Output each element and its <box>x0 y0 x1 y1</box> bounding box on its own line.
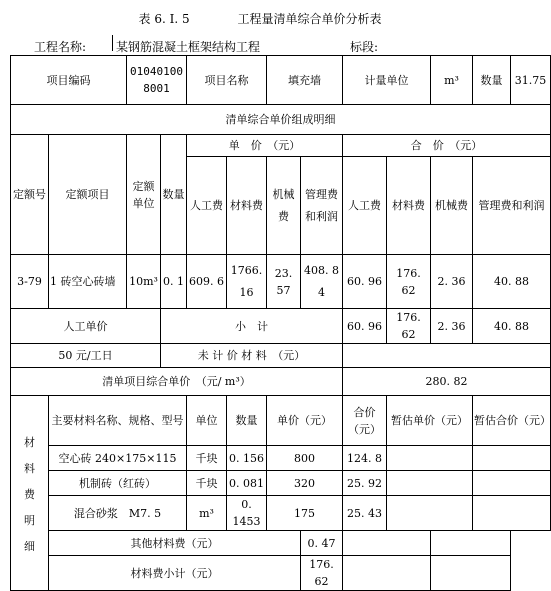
cursor-line <box>112 35 113 51</box>
col-quota-item: 定额项目 <box>49 135 127 255</box>
item-name-value: 填充墙 <box>267 56 343 105</box>
labor-rate-row <box>11 344 551 368</box>
other-est-total <box>431 531 511 556</box>
item-unit-value: m³ <box>431 56 473 105</box>
quota-unit: 10m³ <box>127 255 161 309</box>
u-mgmt: 408. 84 <box>301 255 343 309</box>
mat-name: 机制砖（红砖） <box>49 471 187 496</box>
subtotal-labor: 60. 96 <box>343 309 387 344</box>
quota-qty: 0. 1 <box>161 255 187 309</box>
section-label: 标段: <box>350 40 379 54</box>
item-unit-label: 计量单位 <box>343 56 431 105</box>
mat-price: 800 <box>267 446 343 471</box>
unit-price-value: 280. 82 <box>343 368 551 396</box>
mat-price: 320 <box>267 471 343 496</box>
quota-no: 3-79 <box>11 255 49 309</box>
u-material: 1766. 16 <box>227 255 267 309</box>
mat-name: 混合砂浆 M7. 5 <box>49 496 187 531</box>
mat-est-total <box>473 471 551 496</box>
composition-title: 清单综合单价组成明细 <box>11 105 551 135</box>
mat-unit: 千块 <box>187 471 227 496</box>
item-qty-value: 31.75 <box>511 56 551 105</box>
col-qty: 数量 <box>161 135 187 255</box>
materials-header-row <box>11 396 551 446</box>
composition-title-row <box>11 105 551 135</box>
other-material-row <box>11 531 551 556</box>
mat-est-price <box>387 496 473 531</box>
t-mgmt: 40. 88 <box>473 255 551 309</box>
mat-total: 25. 92 <box>343 471 387 496</box>
quota-item: 1 砖空心砖墙 <box>49 255 127 309</box>
item-qty-label: 数量 <box>473 56 511 105</box>
subtotal-machine: 2. 36 <box>431 309 473 344</box>
material-row <box>11 471 551 496</box>
col-mat-qty: 数量 <box>227 396 267 446</box>
total-price-group: 合 价 （元） <box>343 135 551 157</box>
mat-est-price <box>387 471 473 496</box>
subtotal-material: 176. 62 <box>387 309 431 344</box>
t-material: 176. 62 <box>387 255 431 309</box>
subtotal-est-total <box>431 556 511 591</box>
col-quota-unit: 定额单位 <box>127 135 161 255</box>
material-row <box>11 496 551 531</box>
composition-data-row <box>11 255 551 309</box>
mat-total: 25. 43 <box>343 496 387 531</box>
table-number: 表 6. Ⅰ. 5 <box>138 12 190 26</box>
mat-price: 175 <box>267 496 343 531</box>
table-title: 工程量清单综合单价分析表 <box>237 12 382 26</box>
other-material-value: 0. 47 <box>301 531 343 556</box>
material-subtotal-label: 材料费小计（元） <box>49 556 301 591</box>
unit-price-label: 清单项目综合单价 （元/ m³） <box>11 368 343 396</box>
labor-rate: 50 元/工日 <box>11 344 161 368</box>
u-machine: 23. 57 <box>267 255 301 309</box>
col-mat-unit: 单位 <box>187 396 227 446</box>
col-u-labor: 人工费 <box>187 157 227 255</box>
col-mat-total: 合价（元） <box>343 396 387 446</box>
subtotal-row <box>11 309 551 344</box>
mat-est-total <box>473 496 551 531</box>
col-u-mgmt: 管理费和利润 <box>301 157 343 255</box>
mat-est-total <box>473 446 551 471</box>
mat-name: 空心砖 240×175×115 <box>49 446 187 471</box>
labor-unit-price-label: 人工单价 <box>11 309 161 344</box>
col-t-mgmt: 管理费和利润 <box>473 157 551 255</box>
mat-est-price <box>387 446 473 471</box>
material-subtotal-value: 176. 62 <box>301 556 343 591</box>
t-labor: 60. 96 <box>343 255 387 309</box>
col-t-labor: 人工费 <box>343 157 387 255</box>
materials-side-label <box>11 396 49 591</box>
item-info-row <box>11 56 551 105</box>
project-name-label: 工程名称: <box>34 40 87 54</box>
other-est-price <box>343 531 431 556</box>
col-u-machine: 机械费 <box>267 157 301 255</box>
col-mat-name: 主要材料名称、规格、型号 <box>49 396 187 446</box>
col-quota-no: 定额号 <box>11 135 49 255</box>
col-mat-est-total: 暂估合价（元） <box>473 396 551 446</box>
unit-price-row <box>11 368 551 396</box>
unpriced-material-value <box>343 344 551 368</box>
col-t-machine: 机械费 <box>431 157 473 255</box>
mat-qty: 0. 1453 <box>227 496 267 531</box>
subtotal-label: 小 计 <box>161 309 343 344</box>
material-row <box>11 446 551 471</box>
u-labor: 609. 6 <box>187 255 227 309</box>
other-material-label: 其他材料费（元） <box>49 531 301 556</box>
mat-total: 124. 8 <box>343 446 387 471</box>
item-code-value: 010401008001 <box>127 56 187 105</box>
mat-unit: m³ <box>187 496 227 531</box>
unit-price-analysis-table <box>10 55 551 591</box>
project-name-value: 某钢筋混凝土框架结构工程 <box>116 40 261 54</box>
col-t-material: 材料费 <box>387 157 431 255</box>
item-code-label: 项目编码 <box>11 56 127 105</box>
unit-price-group: 单 价 （元） <box>187 135 343 157</box>
mat-unit: 千块 <box>187 446 227 471</box>
mat-qty: 0. 156 <box>227 446 267 471</box>
col-mat-price: 单价（元） <box>267 396 343 446</box>
col-u-material: 材料费 <box>227 157 267 255</box>
subtotal-est-price <box>343 556 431 591</box>
subtotal-mgmt: 40. 88 <box>473 309 551 344</box>
item-name-label: 项目名称 <box>187 56 267 105</box>
col-mat-est-price: 暂估单价（元） <box>387 396 473 446</box>
unpriced-material-label: 未 计 价 材 料 （元） <box>161 344 343 368</box>
mat-qty: 0. 081 <box>227 471 267 496</box>
composition-header-row <box>11 135 551 157</box>
materials-side-text: 材料费明细 <box>24 436 35 553</box>
t-machine: 2. 36 <box>431 255 473 309</box>
table-title-line <box>0 10 520 27</box>
material-subtotal-row <box>11 556 551 591</box>
